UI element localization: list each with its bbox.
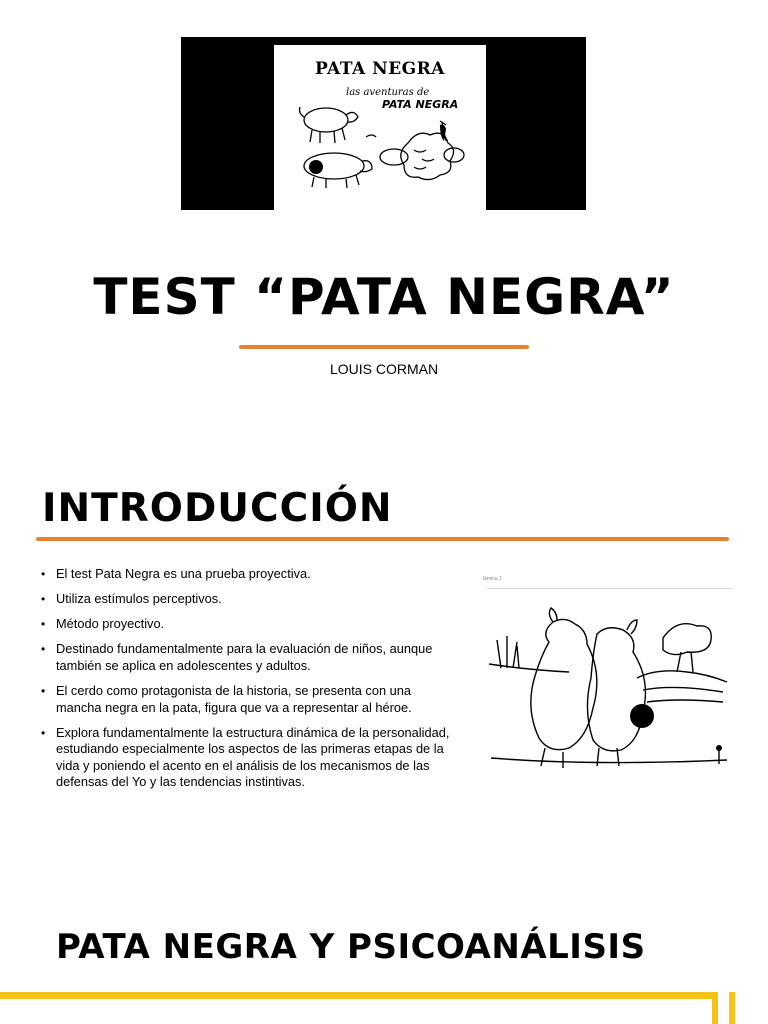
psychoanalysis-title: PATA NEGRA Y PSICOANÁLISIS (56, 927, 646, 967)
author-subtitle: LOUIS CORMAN (329, 361, 439, 377)
decorative-bar (0, 992, 718, 999)
pig-illustration (296, 95, 466, 190)
main-title: TEST “PATA NEGRA” (93, 268, 675, 326)
pigs-hugging-illustration (487, 598, 732, 778)
bullet-item: • El cerdo como protagonista de la historia, se presenta con una mancha negra en la pata, figura que va a representar al héroe. (40, 683, 455, 716)
decorative-bar-vertical (729, 992, 735, 1024)
bullet-item: • Método proyectivo. (40, 616, 455, 633)
figure-divider (487, 588, 732, 589)
cover-image (181, 37, 586, 210)
bullet-item: • Destinado fundamentalmente para la evaluación de niños, aunque también se aplica en adolescentes y adultos. (40, 641, 455, 674)
decorative-bar-vertical (712, 992, 718, 1024)
bullet-item: • El test Pata Negra es una prueba proyectiva. (40, 566, 455, 583)
bullet-item: • Explora fundamentalmente la estructura dinámica de la personalidad, estudiando especialmente los aspectos de las primeras etapas de la vida y poniendo el acento en el análisis de los mecanismos de las defensas del Yo y las tendencias instintivas. (40, 725, 455, 791)
cover-subtitle: las aventuras de (346, 87, 430, 98)
bullet-item: • Utiliza estímulos perceptivos. (40, 591, 455, 608)
cover-hero-name: PATA NEGRA (382, 98, 459, 111)
figure-caption: lámina 1 (483, 576, 502, 582)
cover-title: PATA NEGRA (315, 59, 445, 79)
intro-bullet-list (40, 566, 455, 800)
intro-title: INTRODUCCIÓN (42, 486, 393, 531)
cover-card (274, 45, 486, 210)
title-underline (239, 345, 529, 349)
intro-underline (36, 537, 729, 541)
